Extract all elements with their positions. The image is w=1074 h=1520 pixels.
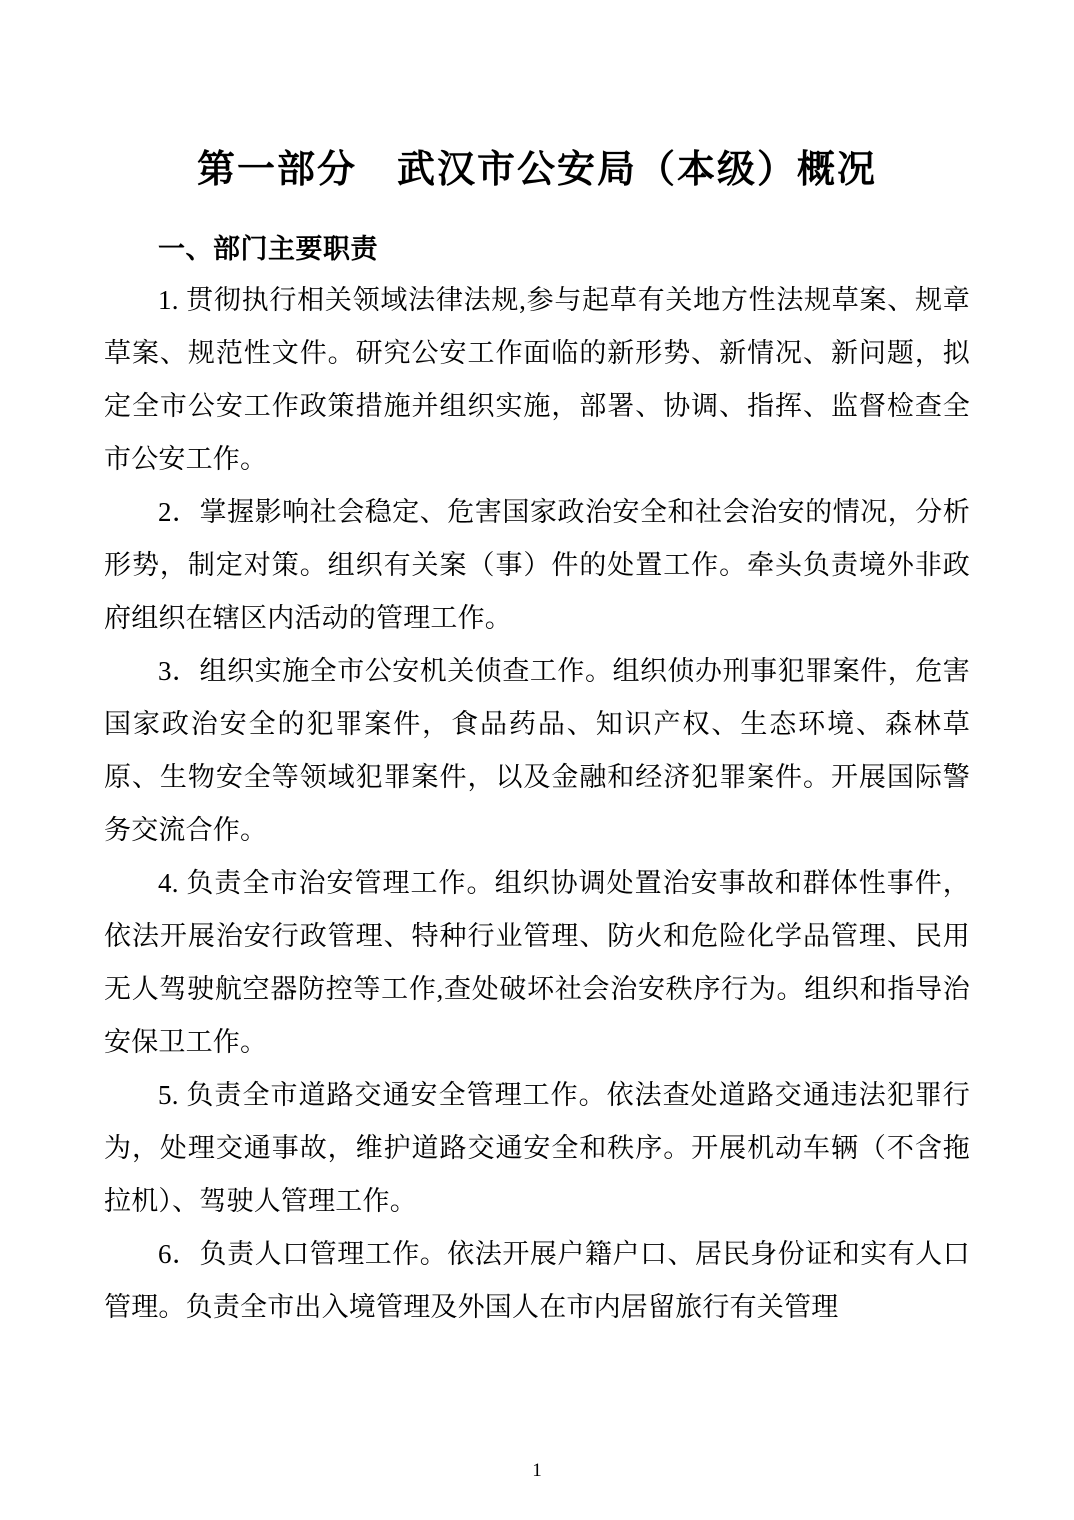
paragraph-6: 6．负责人口管理工作。依法开展户籍户口、居民身份证和实有人口管理。负责全市出入境管理及外国人在市内居留旅行有关管理 (104, 1239, 970, 1322)
page-number: 1 (532, 1460, 542, 1481)
paragraph-4: 4. 负责全市治安管理工作。组织协调处置治安事故和群体性事件，依法开展治安行政管理、特种行业管理、防火和危险化学品管理、民用无人驾驶航空器防控等工作,查处破坏社会治安秩序行为。组织和指导治安保卫工作。 (104, 868, 970, 1057)
section-heading: 一、部门主要职责 (158, 234, 378, 265)
paragraph-3: 3．组织实施全市公安机关侦查工作。组织侦办刑事犯罪案件，危害国家政治安全的犯罪案件，食品药品、知识产权、生态环境、森林草原、生物安全等领域犯罪案件，以及金融和经济犯罪案件。开展国际警务交流合作。 (104, 656, 970, 845)
paragraph-2: 2．掌握影响社会稳定、危害国家政治安全和社会治安的情况，分析形势，制定对策。组织有关案（事）件的处置工作。牵头负责境外非政府组织在辖区内活动的管理工作。 (104, 497, 970, 633)
paragraph-5: 5. 负责全市道路交通安全管理工作。依法查处道路交通违法犯罪行为，处理交通事故，维护道路交通安全和秩序。开展机动车辆（不含拖拉机）、驾驶人管理工作。 (104, 1080, 970, 1216)
page-title: 第一部分 武汉市公安局（本级）概况 (196, 147, 877, 191)
paragraph-1: 1. 贯彻执行相关领域法律法规,参与起草有关地方性法规草案、规章草案、规范性文件。研究公安工作面临的新形势、新情况、新问题，拟定全市公安工作政策措施并组织实施，部署、协调、指挥、监督检查全市公安工作。 (104, 285, 970, 474)
